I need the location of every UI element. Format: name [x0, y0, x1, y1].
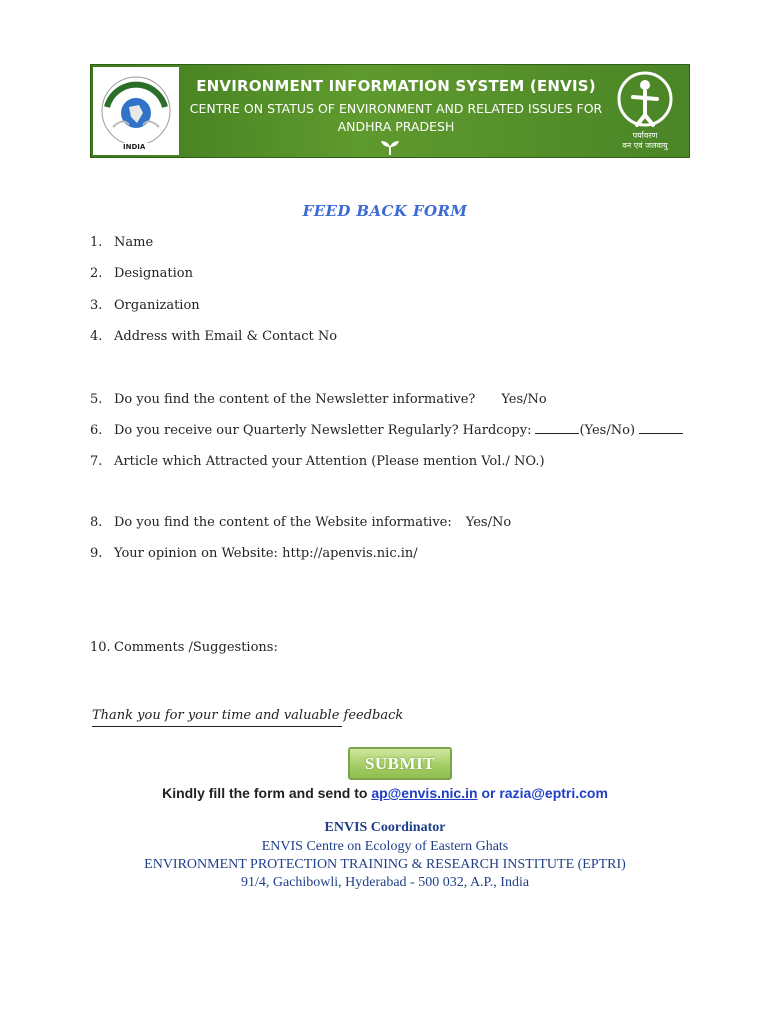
answer-blank[interactable] [639, 423, 683, 434]
yes-no-option[interactable]: (Yes/No) [579, 423, 636, 438]
envis-banner [90, 64, 690, 158]
question-organization[interactable]: 3. Organization [90, 298, 200, 313]
thank-you-note: Thank you for your time and valuable feedback [92, 708, 404, 723]
form-title: FEED BACK FORM [302, 202, 468, 220]
question-newsletter-regular[interactable]: 6. Do you receive our Quarterly Newsletter Regularly? Hardcopy: (Yes/No) [90, 423, 683, 438]
question-newsletter-informative[interactable]: 5. Do you find the content of the Newsletter informative? Yes/No [90, 392, 547, 407]
ministry-emblem-icon [603, 69, 687, 131]
email-razia[interactable]: razia@eptri.com [499, 785, 608, 801]
banner-title: ENVIRONMENT INFORMATION SYSTEM (ENVIS) [196, 77, 596, 95]
submit-button[interactable]: SUBMIT [348, 747, 452, 780]
email-link-envis[interactable]: ap@envis.nic.in [371, 785, 478, 801]
banner-subtitle-line1: CENTRE ON STATUS OF ENVIRONMENT AND RELATED ISSUES FOR [189, 101, 603, 116]
question-name[interactable]: 1. Name [90, 235, 154, 250]
question-website-informative[interactable]: 8. Do you find the content of the Website informative: Yes/No [90, 515, 512, 530]
question-comments[interactable]: 10. Comments /Suggestions: [90, 640, 278, 655]
question-website-opinion[interactable]: 9. Your opinion on Website: http://apenvis.nic.in/ [90, 546, 418, 561]
hardcopy-blank[interactable] [535, 423, 579, 434]
banner-subtitle-line2: ANDHRA PRADESH [337, 119, 455, 134]
sprout-icon [379, 139, 401, 155]
question-designation[interactable]: 2. Designation [90, 266, 193, 281]
yes-no-option[interactable]: Yes/No [465, 515, 512, 530]
coordinator-title: ENVIS Coordinator [324, 820, 446, 835]
logo-india-label: INDIA [123, 143, 146, 151]
question-article[interactable]: 7. Article which Attracted your Attention (Please mention Vol./ NO.) [90, 454, 545, 469]
institute-name: ENVIRONMENT PROTECTION TRAINING & RESEARCH INSTITUTE (EPTRI) [144, 857, 626, 872]
ministry-hindi-text: पर्यावरण वन एवं जलवायु [622, 131, 668, 150]
question-address[interactable]: 4. Address with Email & Contact No [90, 329, 338, 344]
envis-logo [93, 67, 179, 155]
globe-icon [93, 67, 179, 155]
send-instructions: Kindly fill the form and send to ap@envis.nic.in or razia@eptri.com [162, 785, 608, 801]
thank-you-underline [92, 726, 342, 727]
centre-name: ENVIS Centre on Ecology of Eastern Ghats [261, 839, 509, 854]
yes-no-option[interactable]: Yes/No [501, 392, 547, 407]
institute-address: 91/4, Gachibowli, Hyderabad - 500 032, A.P., India [240, 875, 530, 890]
